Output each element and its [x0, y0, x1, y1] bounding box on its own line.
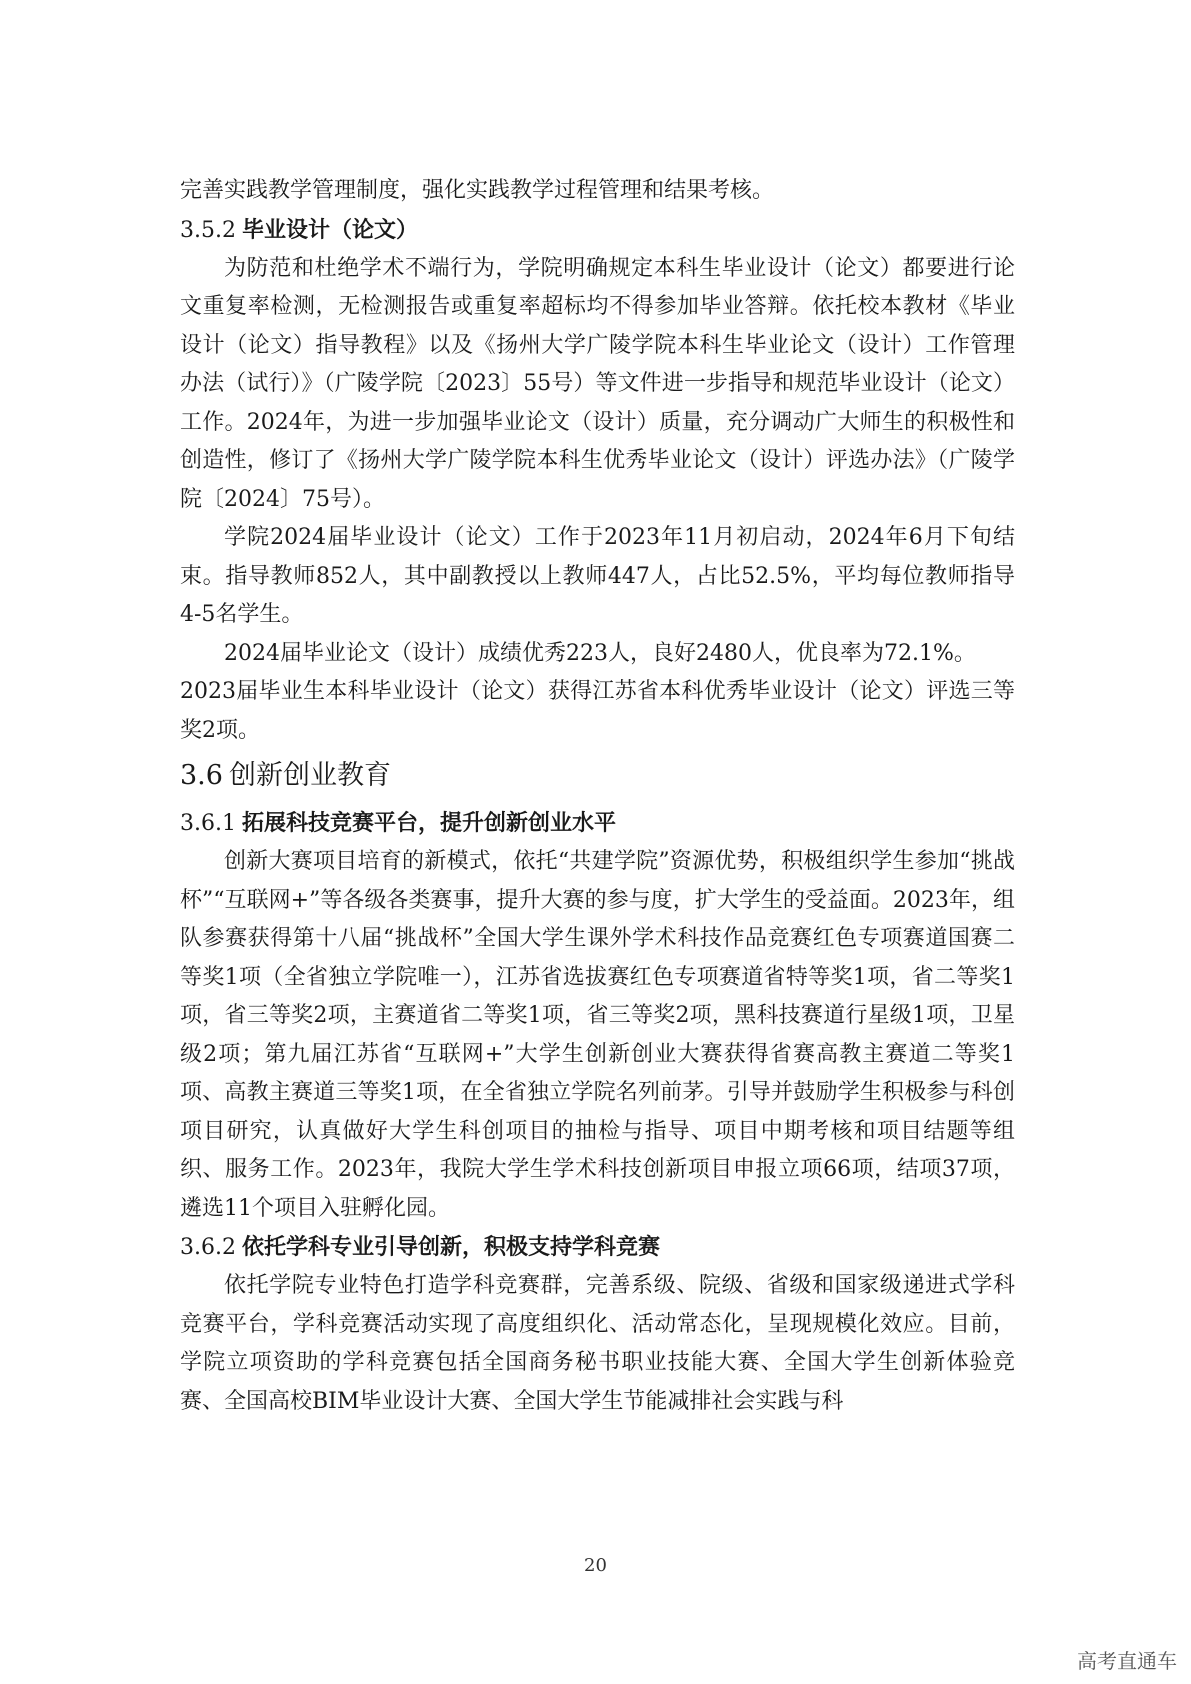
section-heading-3-5-2	[180, 211, 1015, 250]
paragraph: 创新大赛项目培育的新模式，依托“共建学院”资源优势，积极组织学生参加“挑战杯”“互联网+”等各级各类赛事，提升大赛的参与度，扩大学生的受益面。2023年，组队参赛获得第十八届“挑战杯”全国大学生课外学术科技作品竞赛红色专项赛道国赛二等奖1项（全省独立学院唯一），江苏省选拔赛红色专项赛道省特等奖1项，省二等奖1项，省三等奖2项，主赛道省二等奖1项，省三等奖2项，黑科技赛道行星级1项，卫星级2项；第九届江苏省“互联网+”大学生创新创业大赛获得省赛高教主赛道二等奖1项、高教主赛道三等奖1项，在全省独立学院名列前茅。引导并鼓励学生积极参与科创项目研究，认真做好大学生科创项目的抽检与指导、项目中期考核和项目结题等组织、服务工作。2023年，我院大学生学术科技创新项目申报立项66项，结项37项，遴选11个项目入驻孵化园。	[180, 849, 1015, 1221]
page-number: 20	[584, 1555, 607, 1576]
section-number: 3.6.1	[180, 811, 236, 836]
paragraph: 2023届毕业生本科毕业设计（论文）获得江苏省本科优秀毕业设计（论文）评选三等奖2项。	[180, 679, 1015, 743]
paragraph: 完善实践教学管理制度，强化实践教学过程管理和结果考核。	[180, 178, 775, 203]
section-title: 毕业设计（论文）	[241, 216, 418, 243]
section-title: 创新创业教育	[228, 760, 391, 791]
section-number: 3.6	[180, 760, 223, 791]
section-title: 拓展科技竞赛平台，提升创新创业水平	[241, 810, 616, 836]
section-heading-3-6	[180, 756, 1015, 796]
page-body	[180, 172, 1015, 1421]
section-title: 依托学科专业引导创新，积极支持学科竞赛	[241, 1234, 660, 1260]
watermark-text: 高考直通车	[1077, 1649, 1177, 1673]
paragraph: 为防范和杜绝学术不端行为，学院明确规定本科生毕业设计（论文）都要进行论文重复率检测，无检测报告或重复率超标均不得参加毕业答辩。依托校本教材《毕业设计（论文）指导教程》以及《扬州大学广陵学院本科生毕业论文（设计）工作管理办法（试行）》（广陵学院〔2023〕55号）等文件进一步指导和规范毕业设计（论文）工作。2024年，为进一步加强毕业论文（设计）质量，充分调动广大师生的积极性和创造性，修订了《扬州大学广陵学院本科生优秀毕业论文（设计）评选办法》（广陵学院〔2024〕75号）。	[180, 255, 1015, 512]
paragraph: 2024届毕业论文（设计）成绩优秀223人，良好2480人，优良率为72.1%。	[224, 640, 976, 666]
section-heading-3-6-1	[180, 804, 1015, 843]
paragraph: 学院2024届毕业设计（论文）工作于2023年11月初启动，2024年6月下旬结束。指导教师852人，其中副教授以上教师447人，占比52.5%，平均每位教师指导4-5名学生。	[180, 525, 1015, 627]
section-number: 3.6.2	[180, 1235, 236, 1260]
paragraph: 依托学院专业特色打造学科竞赛群，完善系级、院级、省级和国家级递进式学科竞赛平台，学科竞赛活动实现了高度组织化、活动常态化，呈现规模化效应。目前，学院立项资助的学科竞赛包括全国商务秘书职业技能大赛、全国大学生创新体验竞赛、全国高校BIM毕业设计大赛、全国大学生节能减排社会实践与科	[180, 1273, 1015, 1414]
section-number: 3.5.2	[180, 217, 236, 243]
section-heading-3-6-2	[180, 1228, 1015, 1267]
